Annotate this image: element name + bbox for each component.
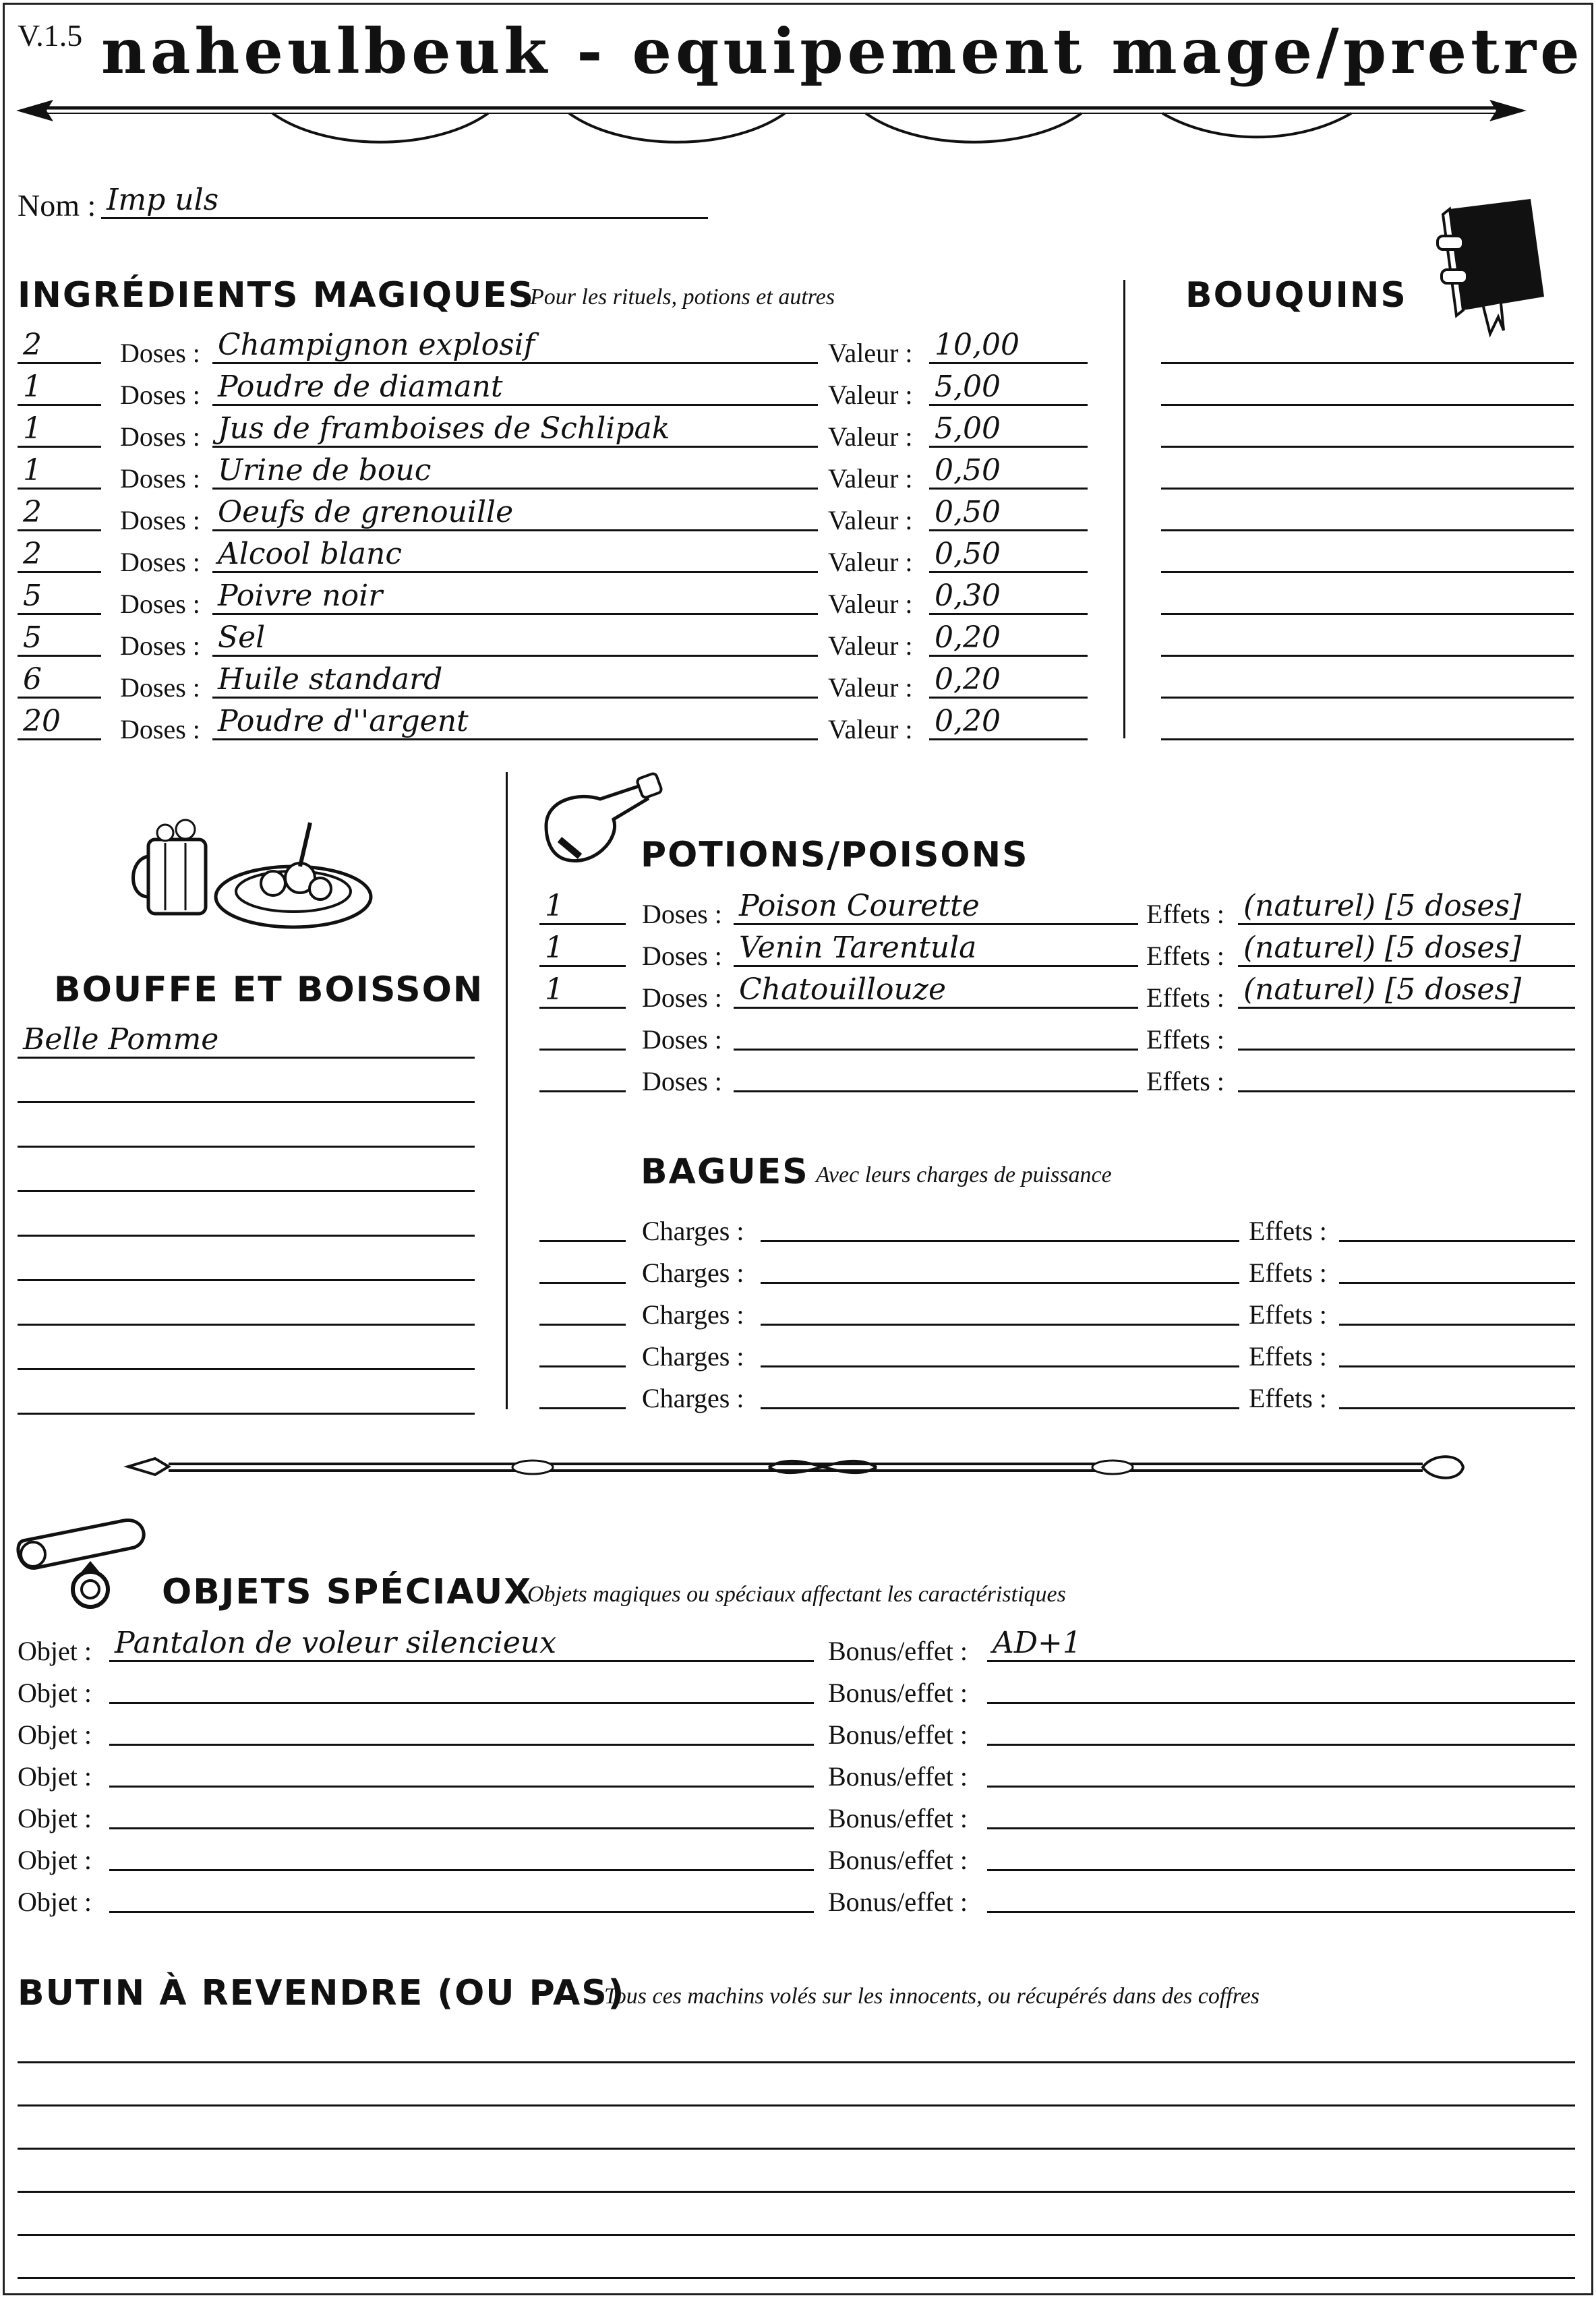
- ingredient-value-field-value: 0,50: [935, 453, 1001, 488]
- potion-name-field-value: Chatouillouze: [739, 972, 947, 1007]
- ingredient-value-field[interactable]: [929, 658, 1088, 699]
- staff-ornament-icon: [128, 1446, 1463, 1494]
- potion-doses-label: Doses :: [642, 1024, 722, 1055]
- ingredient-name-field[interactable]: [212, 324, 818, 364]
- bague-effets-label: Effets :: [1249, 1341, 1327, 1372]
- doses-label: Doses :: [120, 589, 200, 619]
- bonus-label: Bonus/effet :: [828, 1887, 968, 1917]
- ingredient-value-field-value: 0,20: [935, 704, 1001, 738]
- ingredient-value-field-value: 0,20: [935, 620, 1001, 655]
- bonus-label: Bonus/effet :: [828, 1719, 968, 1750]
- objet-label: Objet :: [18, 1845, 92, 1875]
- bouquin-line[interactable]: [1161, 655, 1574, 657]
- ingredient-value-field-value: 0,50: [935, 495, 1001, 529]
- ingredient-name-field-value: Poudre de diamant: [218, 370, 503, 404]
- objet-bonus-field[interactable]: [987, 1747, 1575, 1788]
- ingredient-value-field[interactable]: [929, 365, 1088, 406]
- ingredient-qty-field[interactable]: [18, 449, 101, 490]
- valeur-label: Valeur :: [828, 589, 913, 619]
- ingredient-name-field[interactable]: [212, 658, 818, 699]
- bague-charges-field[interactable]: [761, 1369, 1239, 1409]
- bouquins-title: BOUQUINS: [1185, 275, 1407, 316]
- potion-effect-field[interactable]: [1238, 926, 1575, 967]
- charges-label: Charges :: [642, 1216, 744, 1246]
- version-label: V.1.5: [18, 18, 83, 53]
- doses-label: Doses :: [120, 380, 200, 410]
- bonus-label: Bonus/effet :: [828, 1761, 968, 1792]
- objet-label: Objet :: [18, 1887, 92, 1917]
- potion-effect-field[interactable]: [1238, 968, 1575, 1009]
- doses-label: Doses :: [120, 547, 200, 577]
- spear-ornament-icon: [16, 88, 1527, 148]
- potion-effect-field-value: (naturel) [5 doses]: [1243, 889, 1522, 923]
- bouffe-item-field[interactable]: [18, 1241, 475, 1281]
- bague-charges-field[interactable]: [761, 1327, 1239, 1367]
- objet-bonus-field[interactable]: [987, 1663, 1575, 1704]
- ingredients-subtitle: Pour les rituels, potions et autres: [530, 285, 835, 310]
- name-field[interactable]: [101, 169, 708, 219]
- bonus-label: Bonus/effet :: [828, 1636, 968, 1666]
- potion-qty-field[interactable]: [539, 885, 626, 925]
- bouffe-item-field[interactable]: [18, 1107, 475, 1148]
- bouquin-line[interactable]: [1161, 446, 1574, 448]
- objets-subtitle: Objets magiques ou spéciaux affectant les caractéristiques: [527, 1582, 1066, 1607]
- bouffe-item-field[interactable]: [18, 1018, 475, 1059]
- potion-doses-label: Doses :: [642, 941, 722, 971]
- potion-qty-field-value: 1: [545, 889, 564, 923]
- potion-name-field-value: Venin Tarentula: [739, 931, 977, 965]
- objet-name-field[interactable]: [109, 1622, 814, 1662]
- ingredient-qty-field[interactable]: [18, 616, 101, 657]
- bague-effets-label: Effets :: [1249, 1216, 1327, 1246]
- potions-title: POTIONS/POISONS: [641, 835, 1029, 875]
- scroll-ring-icon: [16, 1514, 158, 1615]
- doses-label: Doses :: [120, 338, 200, 368]
- bouquin-line[interactable]: [1161, 697, 1574, 699]
- potion-doses-label: Doses :: [642, 1066, 722, 1096]
- ingredient-name-field-value: Huile standard: [218, 662, 443, 697]
- bague-effets-label: Effets :: [1249, 1383, 1327, 1413]
- bouffe-item-field-value: Belle Pomme: [23, 1022, 219, 1057]
- ingredient-name-field[interactable]: [212, 491, 818, 531]
- valeur-label: Valeur :: [828, 463, 913, 494]
- ingredient-qty-field-value: 1: [23, 453, 42, 488]
- potion-effect-field-value: (naturel) [5 doses]: [1243, 972, 1522, 1007]
- potion-effets-label: Effets :: [1146, 899, 1224, 929]
- ingredient-value-field[interactable]: [929, 491, 1088, 531]
- ingredient-name-field-value: Alcool blanc: [218, 537, 402, 571]
- bagues-title: BAGUES: [641, 1152, 809, 1192]
- potion-qty-field-value: 1: [545, 931, 564, 965]
- doses-label: Doses :: [120, 463, 200, 494]
- bonus-label: Bonus/effet :: [828, 1803, 968, 1833]
- bague-effect-field[interactable]: [1339, 1369, 1575, 1409]
- doses-label: Doses :: [120, 714, 200, 744]
- ingredient-value-field[interactable]: [929, 407, 1088, 448]
- ingredient-qty-field[interactable]: [18, 700, 101, 740]
- potion-name-field[interactable]: [734, 1010, 1138, 1051]
- bouquin-line[interactable]: [1161, 738, 1574, 740]
- bague-qty-field[interactable]: [539, 1202, 626, 1242]
- valeur-label: Valeur :: [828, 338, 913, 368]
- bonus-label: Bonus/effet :: [828, 1678, 968, 1708]
- ingredient-qty-field-value: 2: [23, 537, 42, 571]
- potion-name-field-value: Poison Courette: [739, 889, 980, 923]
- ingredient-name-field-value: Poudre d''argent: [218, 704, 469, 738]
- ingredient-qty-field-value: 6: [23, 662, 42, 697]
- ingredient-value-field[interactable]: [929, 533, 1088, 573]
- ingredient-qty-field[interactable]: [18, 533, 101, 573]
- valeur-label: Valeur :: [828, 672, 913, 703]
- objet-label: Objet :: [18, 1761, 92, 1792]
- valeur-label: Valeur :: [828, 630, 913, 661]
- potion-name-field[interactable]: [734, 885, 1138, 925]
- objet-name-field[interactable]: [109, 1747, 814, 1788]
- potion-qty-field[interactable]: [539, 1010, 626, 1051]
- name-label: Nom :: [18, 188, 96, 223]
- ingredient-qty-field-value: 5: [23, 579, 42, 613]
- objet-bonus-field[interactable]: [987, 1622, 1575, 1662]
- potion-effets-label: Effets :: [1146, 1024, 1224, 1055]
- potion-qty-field[interactable]: [539, 926, 626, 967]
- potion-effets-label: Effets :: [1146, 941, 1224, 971]
- potion-qty-field[interactable]: [539, 1052, 626, 1092]
- ingredient-name-field-value: Jus de framboises de Schlipak: [218, 411, 670, 446]
- butin-line-field[interactable]: [18, 2196, 1575, 2236]
- potion-qty-field-value: 1: [545, 972, 564, 1007]
- ingredient-name-field[interactable]: [212, 533, 818, 573]
- ingredient-name-field-value: Poivre noir: [218, 579, 383, 613]
- potion-effect-field[interactable]: [1238, 1010, 1575, 1051]
- ingredient-name-field[interactable]: [212, 700, 818, 740]
- potion-effect-field-value: (naturel) [5 doses]: [1243, 931, 1522, 965]
- bouquin-line[interactable]: [1161, 404, 1574, 406]
- bague-qty-field[interactable]: [539, 1285, 626, 1326]
- bague-charges-field[interactable]: [761, 1243, 1239, 1284]
- ingredient-value-field[interactable]: [929, 574, 1088, 615]
- ingredient-name-field-value: Oeufs de grenouille: [218, 495, 514, 529]
- ingredient-name-field-value: Sel: [218, 620, 266, 655]
- ingredient-qty-field[interactable]: [18, 574, 101, 615]
- bouffe-item-field[interactable]: [18, 1152, 475, 1192]
- ingredient-value-field[interactable]: [929, 324, 1088, 364]
- book-icon: [1436, 196, 1551, 337]
- ingredient-name-field-value: Champignon explosif: [218, 328, 535, 362]
- doses-label: Doses :: [120, 630, 200, 661]
- objet-bonus-field[interactable]: [987, 1789, 1575, 1829]
- potion-effets-label: Effets :: [1146, 982, 1224, 1013]
- bouquin-line[interactable]: [1161, 613, 1574, 615]
- objet-label: Objet :: [18, 1719, 92, 1750]
- bague-effets-label: Effets :: [1249, 1299, 1327, 1330]
- objet-name-field[interactable]: [109, 1831, 814, 1871]
- doses-label: Doses :: [120, 505, 200, 535]
- bouffe-item-field[interactable]: [18, 1063, 475, 1103]
- bague-effets-label: Effets :: [1249, 1258, 1327, 1288]
- ingredient-value-field-value: 0,30: [935, 579, 1001, 613]
- ingredient-value-field-value: 10,00: [935, 328, 1019, 362]
- doses-label: Doses :: [120, 672, 200, 703]
- objet-label: Objet :: [18, 1678, 92, 1708]
- objet-name-field[interactable]: [109, 1705, 814, 1746]
- bague-qty-field[interactable]: [539, 1369, 626, 1409]
- bouquin-line[interactable]: [1161, 488, 1574, 490]
- butin-line-field[interactable]: [18, 2066, 1575, 2106]
- ingredient-qty-field-value: 20: [23, 704, 61, 738]
- bague-effect-field[interactable]: [1339, 1327, 1575, 1367]
- butin-line-field[interactable]: [18, 2239, 1575, 2279]
- section-divider-potions: [506, 772, 508, 1409]
- valeur-label: Valeur :: [828, 421, 913, 452]
- ingredient-name-field-value: Urine de bouc: [218, 453, 432, 488]
- objet-name-field[interactable]: [109, 1789, 814, 1829]
- bagues-subtitle: Avec leurs charges de puissance: [816, 1162, 1112, 1187]
- objet-label: Objet :: [18, 1636, 92, 1666]
- valeur-label: Valeur :: [828, 714, 913, 744]
- bague-effect-field[interactable]: [1339, 1285, 1575, 1326]
- ingredient-name-field[interactable]: [212, 616, 818, 657]
- ingredient-qty-field[interactable]: [18, 324, 101, 364]
- bouquin-line[interactable]: [1161, 571, 1574, 573]
- bouquin-line[interactable]: [1161, 362, 1574, 364]
- ingredient-qty-field-value: 1: [23, 411, 42, 446]
- bague-qty-field[interactable]: [539, 1243, 626, 1284]
- potion-name-field[interactable]: [734, 968, 1138, 1009]
- ingredient-value-field[interactable]: [929, 449, 1088, 490]
- potion-name-field[interactable]: [734, 926, 1138, 967]
- ingredient-qty-field-value: 2: [23, 495, 42, 529]
- objet-bonus-field-value: AD+1: [993, 1626, 1082, 1660]
- objet-bonus-field[interactable]: [987, 1873, 1575, 1913]
- ingredient-qty-field[interactable]: [18, 491, 101, 531]
- ingredient-name-field[interactable]: [212, 449, 818, 490]
- potion-name-field[interactable]: [734, 1052, 1138, 1092]
- food-plate-icon: [138, 802, 374, 937]
- charges-label: Charges :: [642, 1383, 744, 1413]
- ingredient-qty-field[interactable]: [18, 658, 101, 699]
- potion-doses-label: Doses :: [642, 899, 722, 929]
- charges-label: Charges :: [642, 1299, 744, 1330]
- butin-line-field[interactable]: [18, 2109, 1575, 2150]
- bouffe-title: BOUFFE ET BOISSON: [54, 970, 484, 1010]
- butin-line-field[interactable]: [18, 2023, 1575, 2063]
- potion-effect-field[interactable]: [1238, 885, 1575, 925]
- butin-line-field[interactable]: [18, 2152, 1575, 2193]
- bague-qty-field[interactable]: [539, 1327, 626, 1367]
- ingredient-qty-field[interactable]: [18, 407, 101, 448]
- ingredient-qty-field[interactable]: [18, 365, 101, 406]
- ingredient-name-field[interactable]: [212, 365, 818, 406]
- valeur-label: Valeur :: [828, 505, 913, 535]
- ingredient-qty-field-value: 2: [23, 328, 42, 362]
- name-value: Imp uls: [107, 183, 219, 217]
- doses-label: Doses :: [120, 421, 200, 452]
- objet-name-field-value: Pantalon de voleur silencieux: [115, 1626, 557, 1660]
- ingredients-title: INGRÉDIENTS MAGIQUES: [18, 275, 535, 316]
- potion-doses-label: Doses :: [642, 982, 722, 1013]
- bouffe-item-field[interactable]: [18, 1196, 475, 1237]
- ingredient-value-field[interactable]: [929, 700, 1088, 740]
- objets-title: OBJETS SPÉCIAUX: [162, 1572, 533, 1612]
- objet-label: Objet :: [18, 1803, 92, 1833]
- bouffe-item-field[interactable]: [18, 1330, 475, 1370]
- ingredient-value-field[interactable]: [929, 616, 1088, 657]
- ingredient-qty-field-value: 5: [23, 620, 42, 655]
- bonus-label: Bonus/effet :: [828, 1845, 968, 1875]
- charges-label: Charges :: [642, 1258, 744, 1288]
- charges-label: Charges :: [642, 1341, 744, 1372]
- bague-charges-field[interactable]: [761, 1202, 1239, 1242]
- bouffe-item-field[interactable]: [18, 1285, 475, 1326]
- potion-effets-label: Effets :: [1146, 1066, 1224, 1096]
- page-title: naheulbeuk - equipement mage/pretre: [101, 15, 1584, 88]
- ingredient-value-field-value: 5,00: [935, 370, 1001, 404]
- objet-bonus-field[interactable]: [987, 1705, 1575, 1746]
- bague-effect-field[interactable]: [1339, 1202, 1575, 1242]
- bouffe-item-field[interactable]: [18, 1374, 475, 1415]
- potion-qty-field[interactable]: [539, 968, 626, 1009]
- valeur-label: Valeur :: [828, 380, 913, 410]
- butin-subtitle: Tous ces machins volés sur les innocents, ou récupérés dans des coffres: [604, 1984, 1260, 2009]
- butin-title: BUTIN À REVENDRE (OU PAS): [18, 1973, 626, 2013]
- objet-name-field[interactable]: [109, 1663, 814, 1704]
- valeur-label: Valeur :: [828, 547, 913, 577]
- objet-name-field[interactable]: [109, 1873, 814, 1913]
- bague-effect-field[interactable]: [1339, 1243, 1575, 1284]
- ingredient-name-field[interactable]: [212, 407, 818, 448]
- section-divider: [1123, 280, 1125, 738]
- potion-effect-field[interactable]: [1238, 1052, 1575, 1092]
- ingredient-value-field-value: 0,50: [935, 537, 1001, 571]
- bague-charges-field[interactable]: [761, 1285, 1239, 1326]
- ingredient-value-field-value: 5,00: [935, 411, 1001, 446]
- ingredient-qty-field-value: 1: [23, 370, 42, 404]
- bouquin-line[interactable]: [1161, 529, 1574, 531]
- ingredient-name-field[interactable]: [212, 574, 818, 615]
- ingredient-value-field-value: 0,20: [935, 662, 1001, 697]
- objet-bonus-field[interactable]: [987, 1831, 1575, 1871]
